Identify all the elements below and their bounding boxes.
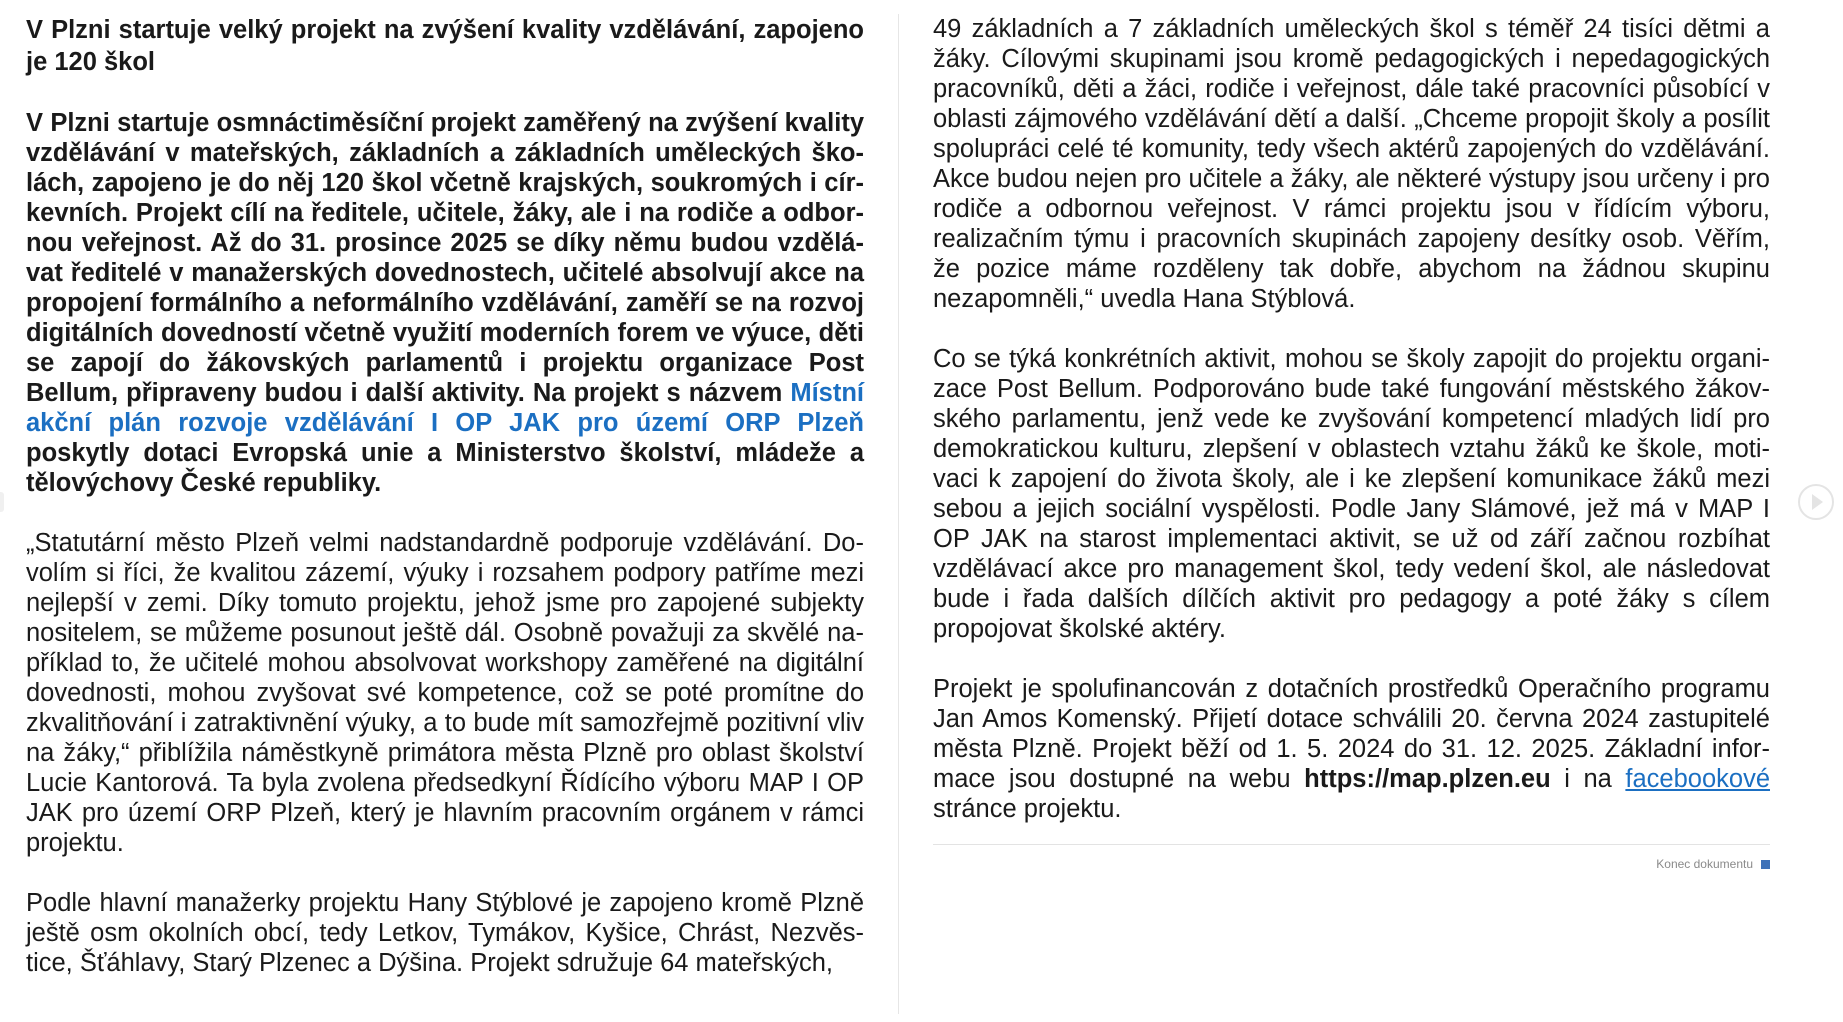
article-column-left [26, 14, 864, 978]
next-page-icon[interactable] [1797, 483, 1835, 521]
funding-text: Projekt je spolufinancován z dotačních prostředků Operačního programu Jan Amos Komenský. Přijetí dotace schválili 20. června 2024 zastupitelé města Plzně. Projekt běží od 1. 5. 2024 do 31. 12. 2025. Základní informace jsou dostupné na webu [933, 675, 1770, 793]
lead-text-end: poskytly dotaci Evropská unie a Ministerstvo školství, mládeže a tělovýchovy České republiky. [26, 439, 864, 497]
column-divider [898, 14, 899, 1014]
article-column-right [933, 14, 1770, 871]
end-of-document [933, 844, 1770, 871]
funding-text-mid: i na [1550, 765, 1626, 793]
article-title: V Plzni startuje velký projekt na zvýšení kvality vzdělávání, zapojeno je 120 škol [26, 16, 864, 76]
manager-paragraph-start: Podle hlavní manažerky projektu Hany Stýblové je zapojeno kromě Plzně ještě osm okolních obcí, tedy Letkov, Tymákov, Kyšice, Chrást, Nezvěstice, Šťáhlavy, Starý Plzenec a Dýšina. Projekt sdružuje 64 mateřských, [26, 889, 864, 977]
website-url[interactable]: https://map.plzen.eu [1304, 765, 1551, 793]
facebook-link[interactable]: facebookové [1625, 765, 1770, 793]
project-link[interactable]: Místní akční plán rozvoje vzdělávání I OP JAK pro území ORP Plzeň [26, 379, 864, 437]
end-square-icon [1761, 860, 1770, 869]
manager-paragraph-end: 49 základních a 7 základních uměleckých škol s téměř 24 tisíci dětmi a žáky. Cílovými skupinami jsou kromě pedagogických i nepedagogických pracovníků, děti a žáci, rodiče i veřejnost, dále také pracovníci působící v oblasti zájmového vzdělávání dětí a další. „Chceme propojit školy a posílit spolupráci celé té komunity, tedy všech aktérů zapojených do vzdělávání. Akce budou nejen pro učitele a žáky, ale některé výstupy jsou určeny i pro rodiče a odbornou veřejnost. V rámci projektu jsou v řídícím výboru, realizačním týmu i pracovních skupinách zapojeny desítky osob. Věřím, že pozice máme rozděleny tak dobře, abychom na žádnou skupinu nezapomněli,“ uvedla Hana Stýblová. [933, 15, 1770, 313]
lead-text: V Plzni startuje osmnáctiměsíční projekt zaměřený na zvýšení kvality vzdělávání v mateřských, základních a základních uměleckých školách, zapojeno je do něj 120 škol včetně krajských, soukromých i církevních. Projekt cílí na ředitele, učitele, žáky, ale i na rodiče a odbornou veřejnost. Až do 31. prosince 2025 se díky němu budou vzdělávat ředitelé v manažerských dovednostech, učitelé absolvují akce na propojení formálního a neformálního vzdělávání, zaměří se na rozvoj digitálních dovedností včetně využití moderních forem ve výuce, děti se zapojí do žákovských parlamentů i projektu organizace Post Bellum, připraveny budou i další aktivity. Na projekt s názvem [26, 109, 864, 407]
activities-paragraph: Co se týká konkrétních aktivit, mohou se školy zapojit do projektu organizace Post Bellum. Podporováno bude také fungování městského žákovského parlamentu, jenž vede ke zvyšování kompetencí mladých lidí pro demokratickou kulturu, zlepšení v oblastech vztahu žáků ke škole, motivaci k zapojení do života školy, ale i ke zlepšení komunikace žáků mezi sebou a jejich sociální vyspělosti. Podle Jany Slámové, jež má v MAP I OP JAK na starost implementaci aktivit, se už od září začnou rozbíhat vzdělávací akce pro management škol, tedy vedení škol, ale následovat bude i řada dalších dílčích aktivit pro pedagogy a poté žáky s cílem propojovat školské aktéry. [933, 345, 1770, 643]
end-label: Konec dokumentu [1656, 857, 1753, 871]
article-lead [26, 108, 864, 498]
funding-text-end: stránce projektu. [933, 795, 1122, 823]
quote-paragraph: „Statutární město Plzeň velmi nadstandardně podporuje vzdělávání. Dovolím si říci, že kvalitou zázemí, výuky i rozsahem podpory patříme mezi nejlepší v zemi. Díky tomuto projektu, jehož jsme pro zapojené subjekty nositelem, se můžeme posunout ještě dál. Osobně považuji za skvělé například to, že učitelé mohou absolvovat workshopy zaměřené na digitální dovednosti, mohou zvyšovat své kompetence, což se poté promítne do zkvalitňování i zatraktivnění výuky, a to bude mít samozřejmě pozitivní vliv na žáky,“ přiblížila náměstkyně primátora města Plzně pro oblast školství Lucie Kantorová. Ta byla zvolena předsedkyní Řídícího výboru MAP I OP JAK pro území ORP Plzeň, který je hlavním pracovním orgánem v rámci projektu. [26, 529, 864, 857]
prev-page-edge[interactable] [0, 492, 4, 512]
funding-paragraph [933, 674, 1770, 824]
